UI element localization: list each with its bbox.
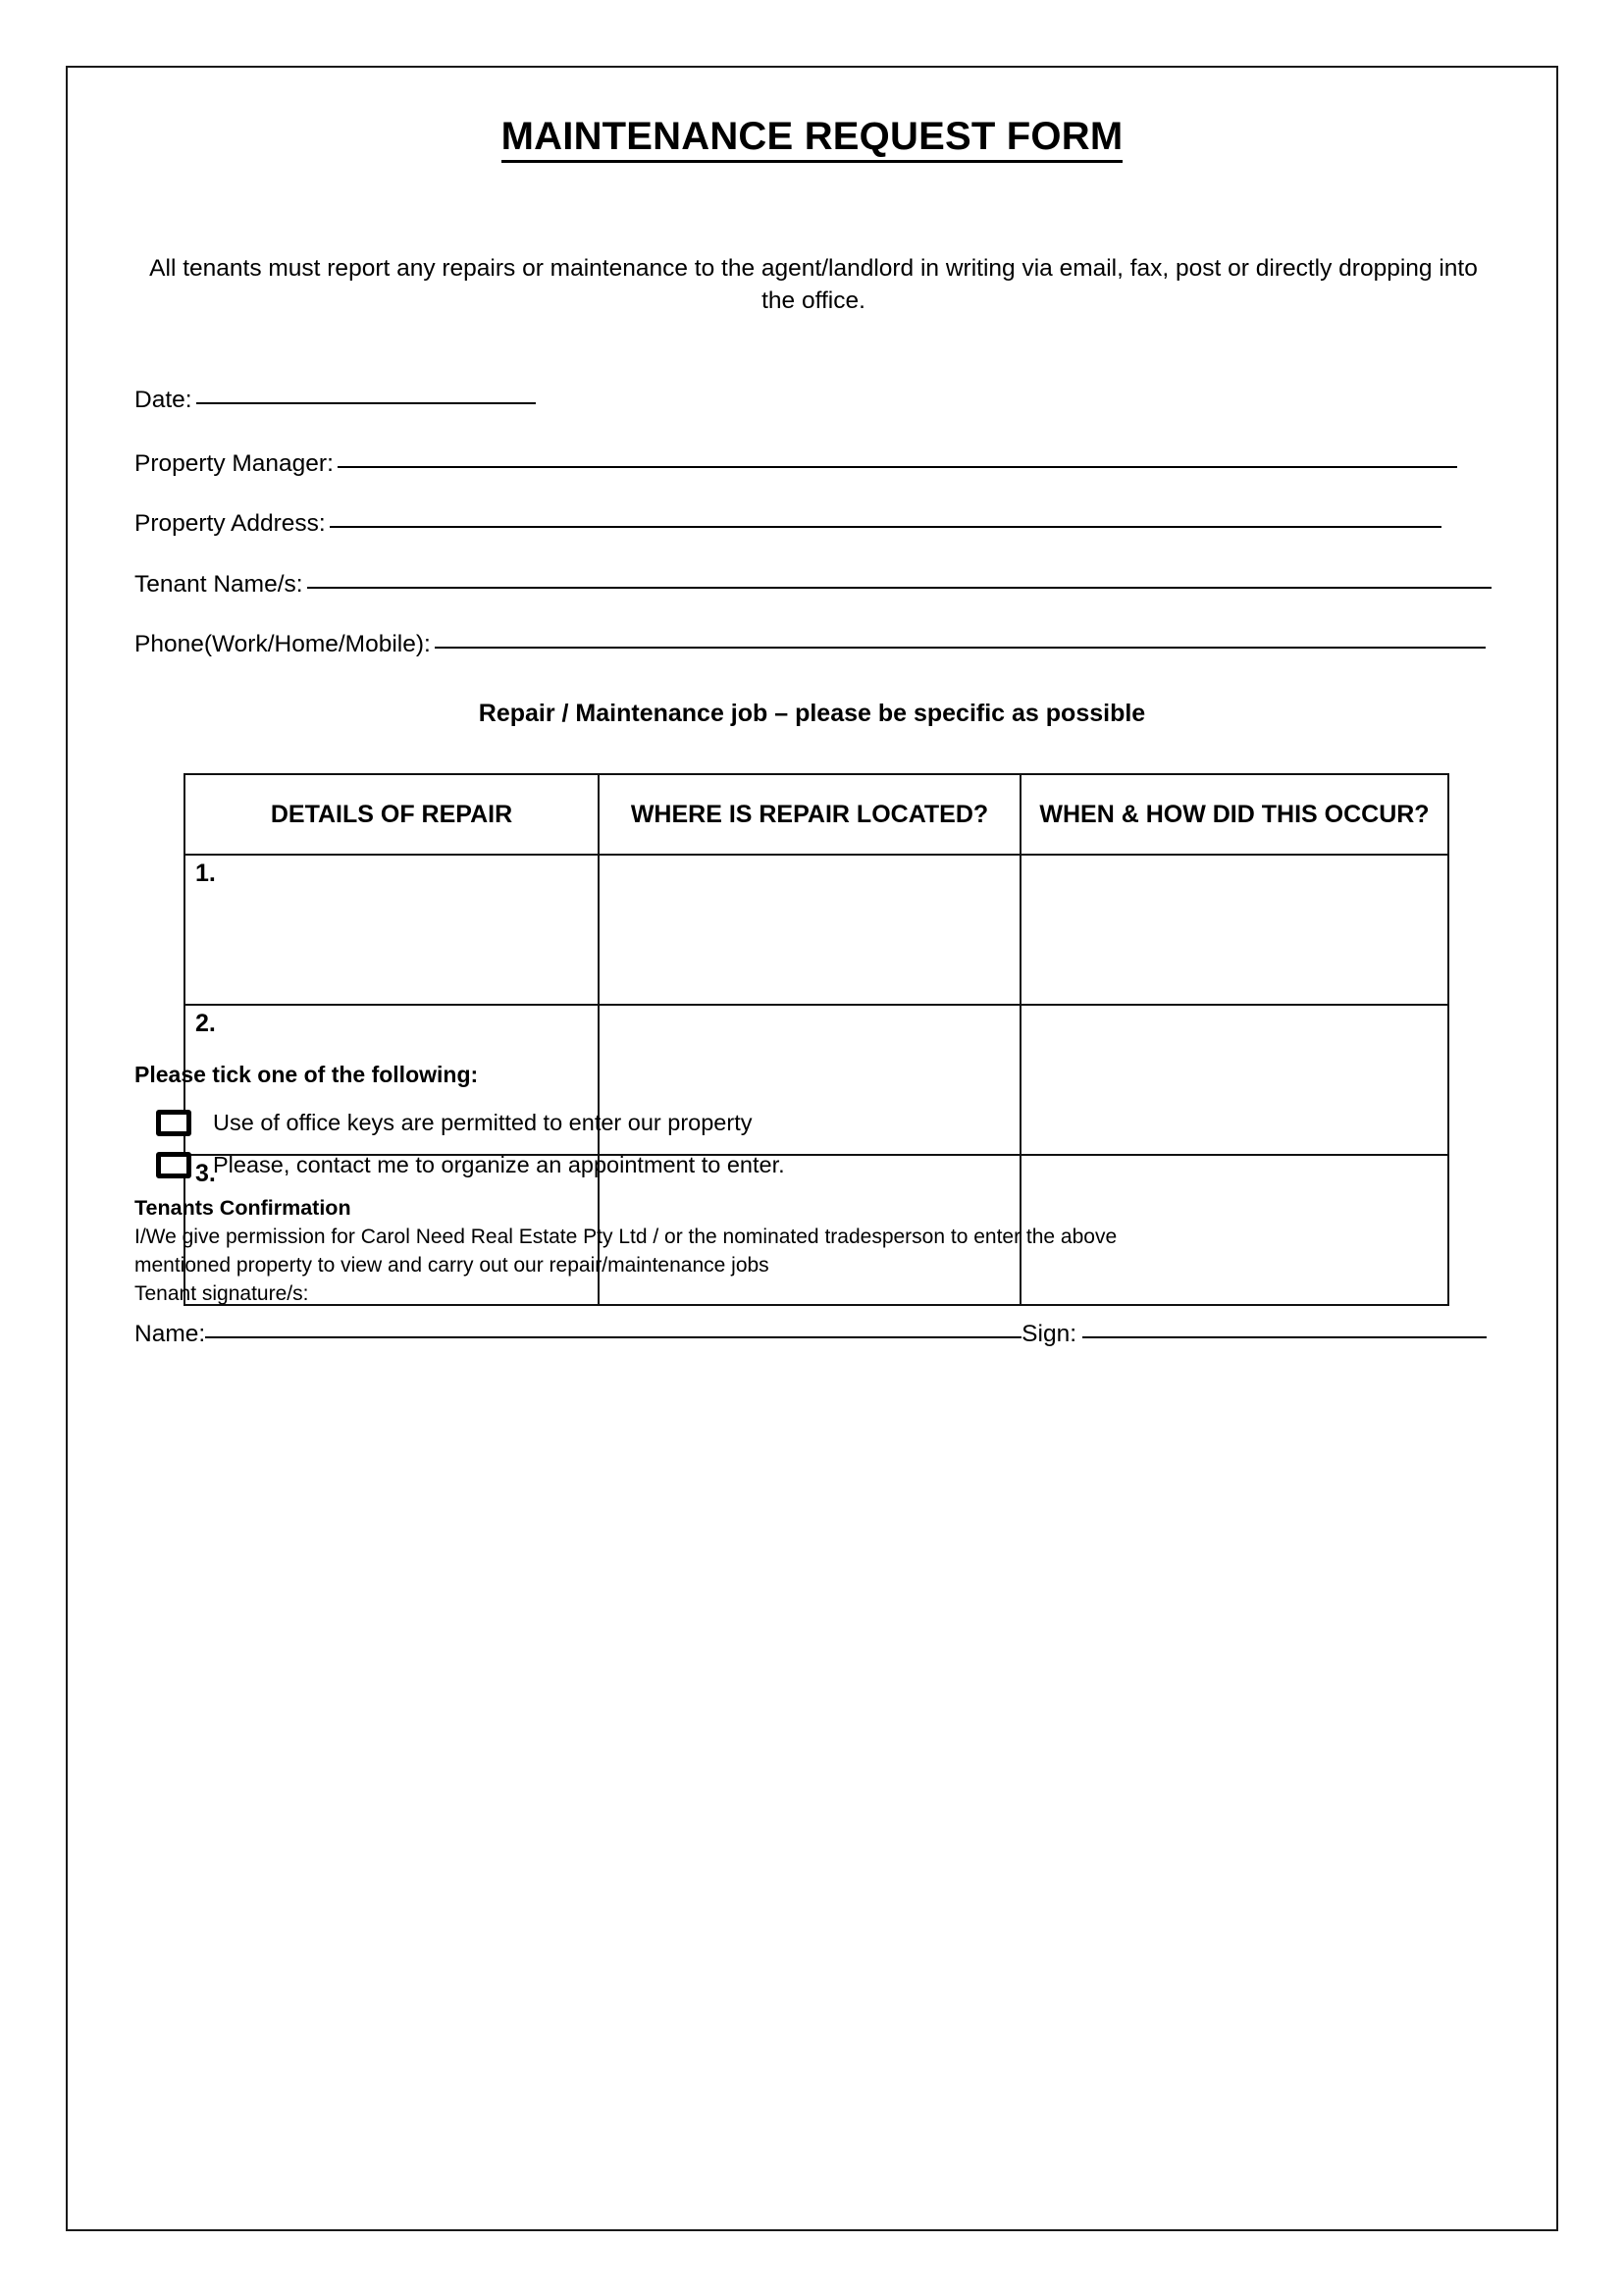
field-property-address-label: Property Address: bbox=[134, 510, 326, 537]
checkbox-icon[interactable] bbox=[156, 1110, 191, 1136]
tick-option-office-keys-label: Use of office keys are permitted to enter our property bbox=[213, 1110, 753, 1135]
field-property-address-input[interactable] bbox=[330, 526, 1441, 528]
tenants-confirmation bbox=[134, 1194, 1430, 1308]
tick-option-office-keys[interactable] bbox=[156, 1110, 752, 1136]
column-header-location: WHERE IS REPAIR LOCATED? bbox=[599, 774, 1021, 855]
field-date bbox=[134, 387, 536, 414]
tenants-confirmation-line-3: Tenant signature/s: bbox=[134, 1282, 309, 1305]
field-property-manager-label: Property Manager: bbox=[134, 450, 334, 477]
field-phone-input[interactable] bbox=[435, 647, 1486, 649]
page-title bbox=[68, 115, 1556, 159]
cell-location-1[interactable] bbox=[599, 855, 1021, 1005]
tenants-confirmation-line-1: I/We give permission for Carol Need Real Estate Pty Ltd / or the nominated tradesperson to enter the above bbox=[134, 1226, 1118, 1248]
cell-when-how-1[interactable] bbox=[1021, 855, 1448, 1005]
field-date-input[interactable] bbox=[196, 402, 536, 404]
tenants-confirmation-title: Tenants Confirmation bbox=[134, 1196, 351, 1220]
tick-option-appointment-label: Please, contact me to organize an appointment to enter. bbox=[213, 1152, 785, 1177]
field-property-address bbox=[134, 510, 1441, 538]
field-tenant-names-input[interactable] bbox=[307, 587, 1492, 589]
signature-name-label: Name: bbox=[134, 1321, 206, 1347]
field-phone-label: Phone(Work/Home/Mobile): bbox=[134, 631, 431, 657]
signature-sign-label: Sign: bbox=[1022, 1321, 1077, 1347]
cell-details-1[interactable]: 1. bbox=[184, 855, 599, 1005]
field-date-label: Date: bbox=[134, 387, 192, 413]
tick-option-appointment[interactable] bbox=[156, 1152, 785, 1178]
page-title-text: MAINTENANCE REQUEST FORM bbox=[501, 115, 1124, 163]
table-header-row bbox=[184, 774, 1448, 855]
column-header-when-how: WHEN & HOW DID THIS OCCUR? bbox=[1021, 774, 1448, 855]
page-sheet bbox=[66, 66, 1558, 2231]
cell-when-how-2[interactable] bbox=[1021, 1005, 1448, 1155]
signature-row bbox=[134, 1321, 1487, 1348]
intro-paragraph: All tenants must report any repairs or maintenance to the agent/landlord in writing via email, fax, post or directly dropping into the office. bbox=[149, 255, 1478, 314]
checkbox-icon[interactable] bbox=[156, 1152, 191, 1178]
tick-section-heading: Please tick one of the following: bbox=[134, 1062, 479, 1087]
field-tenant-names bbox=[134, 571, 1492, 599]
column-header-details: DETAILS OF REPAIR bbox=[184, 774, 599, 855]
cell-details-3[interactable]: 3. bbox=[184, 1155, 599, 1305]
field-phone bbox=[134, 631, 1486, 658]
cell-details-2[interactable]: 2. bbox=[184, 1005, 599, 1155]
form-content bbox=[68, 68, 1556, 2229]
table-row bbox=[184, 855, 1448, 1005]
field-tenant-names-label: Tenant Name/s: bbox=[134, 571, 303, 598]
signature-name-input[interactable] bbox=[205, 1336, 1022, 1338]
repair-section-heading: Repair / Maintenance job – please be specific as possible bbox=[478, 700, 1146, 727]
field-property-manager-input[interactable] bbox=[338, 466, 1457, 468]
tenants-confirmation-line-2: mentioned property to view and carry out our repair/maintenance jobs bbox=[134, 1254, 769, 1277]
signature-sign-input[interactable] bbox=[1082, 1336, 1487, 1338]
field-property-manager bbox=[134, 450, 1457, 478]
